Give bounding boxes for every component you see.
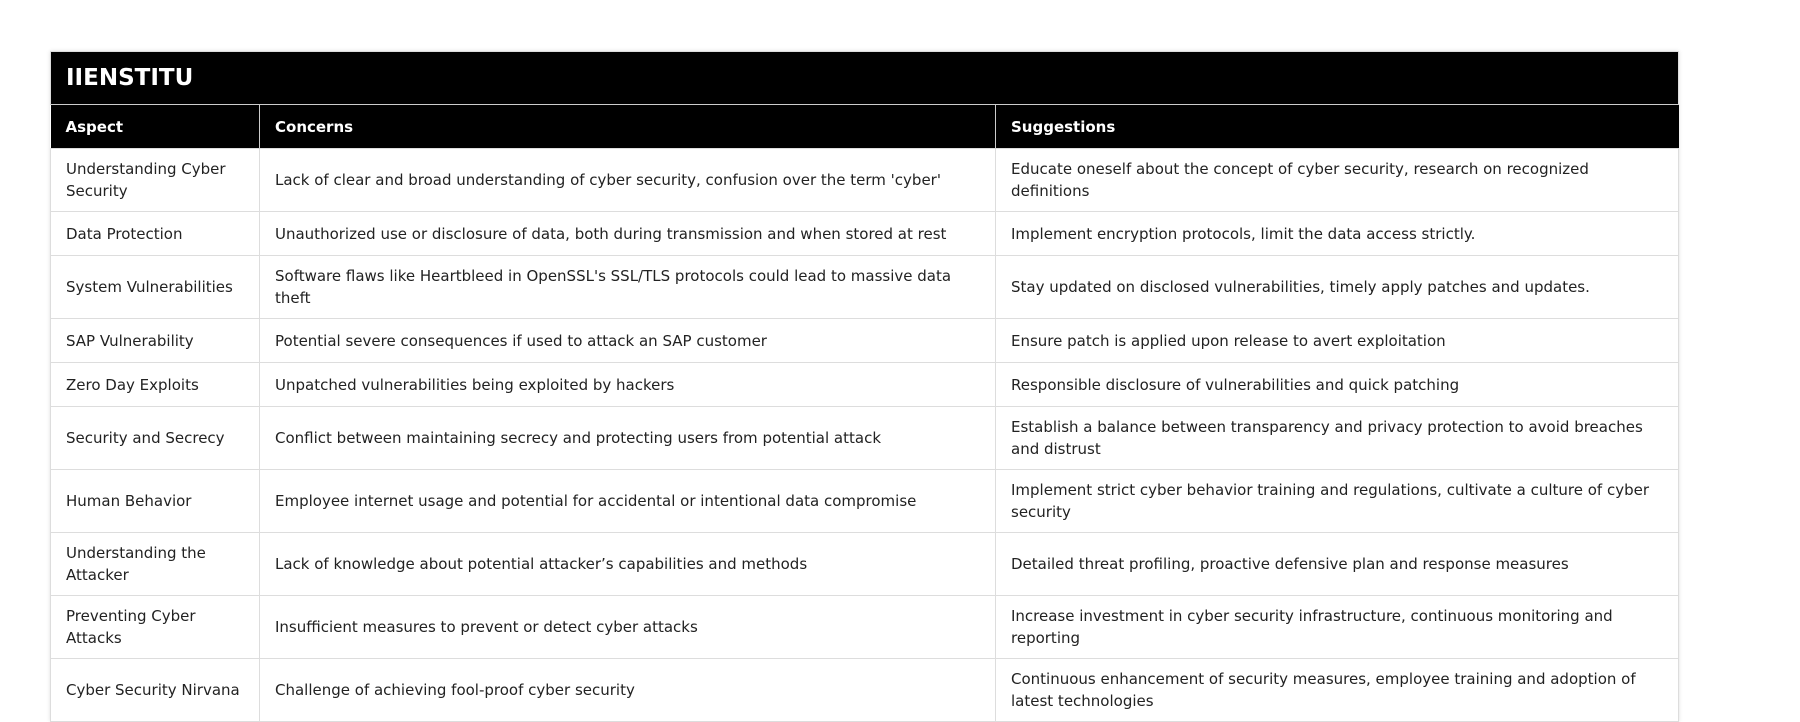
column-header-aspect: Aspect (51, 105, 260, 149)
aspect-cell: SAP Vulnerability (51, 319, 260, 363)
suggestions-cell: Responsible disclosure of vulnerabilities and quick patching (996, 363, 1679, 407)
table-row (51, 596, 1679, 659)
concerns-cell: Lack of knowledge about potential attacker’s capabilities and methods (260, 533, 996, 596)
table-row (51, 212, 1679, 256)
suggestions-cell: Educate oneself about the concept of cyber security, research on recognized definitions (996, 149, 1679, 212)
column-header-concerns: Concerns (260, 105, 996, 149)
aspect-cell: Understanding the Attacker (51, 533, 260, 596)
suggestions-cell: Implement encryption protocols, limit the data access strictly. (996, 212, 1679, 256)
table-row (51, 470, 1679, 533)
aspect-cell: Understanding Cyber Security (51, 149, 260, 212)
table-row (51, 659, 1679, 722)
concerns-cell: Conflict between maintaining secrecy and protecting users from potential attack (260, 407, 996, 470)
concerns-cell: Challenge of achieving fool-proof cyber security (260, 659, 996, 722)
concerns-cell: Software flaws like Heartbleed in OpenSSL's SSL/TLS protocols could lead to massive data theft (260, 256, 996, 319)
suggestions-cell: Continuous enhancement of security measures, employee training and adoption of latest technologies (996, 659, 1679, 722)
aspect-cell: Zero Day Exploits (51, 363, 260, 407)
table-row (51, 363, 1679, 407)
suggestions-cell: Ensure patch is applied upon release to avert exploitation (996, 319, 1679, 363)
suggestions-cell: Detailed threat profiling, proactive defensive plan and response measures (996, 533, 1679, 596)
suggestions-cell: Implement strict cyber behavior training and regulations, cultivate a culture of cyber security (996, 470, 1679, 533)
concerns-cell: Insufficient measures to prevent or detect cyber attacks (260, 596, 996, 659)
concerns-cell: Unpatched vulnerabilities being exploited by hackers (260, 363, 996, 407)
concerns-cell: Unauthorized use or disclosure of data, both during transmission and when stored at rest (260, 212, 996, 256)
aspect-cell: Preventing Cyber Attacks (51, 596, 260, 659)
table-title: IIENSTITU (51, 52, 1679, 105)
concerns-cell: Potential severe consequences if used to attack an SAP customer (260, 319, 996, 363)
table-row (51, 149, 1679, 212)
aspect-cell: Security and Secrecy (51, 407, 260, 470)
table-row (51, 256, 1679, 319)
aspect-cell: Human Behavior (51, 470, 260, 533)
suggestions-cell: Increase investment in cyber security infrastructure, continuous monitoring and reporting (996, 596, 1679, 659)
column-header-suggestions: Suggestions (996, 105, 1679, 149)
suggestions-cell: Stay updated on disclosed vulnerabilities, timely apply patches and updates. (996, 256, 1679, 319)
table-row (51, 319, 1679, 363)
aspect-cell: Cyber Security Nirvana (51, 659, 260, 722)
aspect-cell: System Vulnerabilities (51, 256, 260, 319)
aspect-cell: Data Protection (51, 212, 260, 256)
concerns-cell: Lack of clear and broad understanding of cyber security, confusion over the term 'cyber' (260, 149, 996, 212)
data-table (50, 51, 1679, 722)
concerns-cell: Employee internet usage and potential for accidental or intentional data compromise (260, 470, 996, 533)
table-row (51, 533, 1679, 596)
table-row (51, 407, 1679, 470)
data-table-container (50, 51, 1679, 722)
suggestions-cell: Establish a balance between transparency and privacy protection to avoid breaches and distrust (996, 407, 1679, 470)
